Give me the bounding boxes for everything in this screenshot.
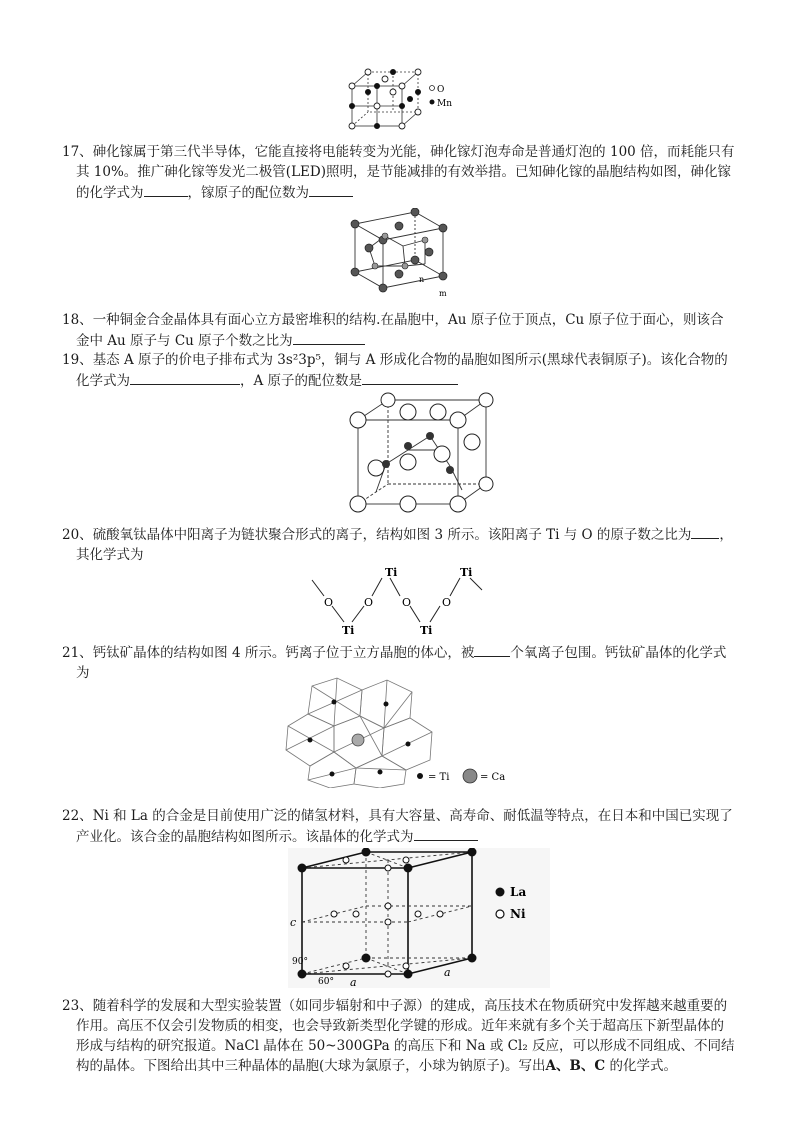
question-text: 其化学式为 — [76, 547, 144, 563]
question-text: 砷化镓属于第三代半导体，它能直接将电能转变为光能，砷化镓灯泡寿命是普通灯泡的 100 倍，而耗能只有 — [92, 144, 735, 160]
question-text: 金中 Au 原子与 Cu 原子个数之比为 — [76, 333, 293, 349]
question-text: 的化学式。 — [609, 1058, 677, 1074]
o-atom: O — [442, 596, 452, 609]
question-text: 硫酸氧钛晶体中阳离子为链状聚合形式的离子，结构如图 3 所示。该阳离子 Ti 与 O 的原子数之比为 — [92, 527, 692, 543]
lani-cell-figure — [288, 848, 550, 988]
question-number: 18、 — [62, 312, 93, 328]
question-20 — [62, 524, 752, 565]
legend-ti-icon — [417, 773, 423, 779]
answer-blank[interactable] — [474, 642, 510, 657]
o-atom: O — [402, 596, 412, 609]
label-n: n — [419, 275, 425, 284]
question-text: 个氧离子包围。钙钛矿晶体的化学式 — [510, 645, 727, 661]
axis-label-a: a — [350, 976, 357, 988]
question-17 — [62, 142, 752, 203]
question-number: 17、 — [62, 144, 93, 160]
question-text: 其 10%。推广砷化镓等发光二极管(LED)照明，是节能减排的有效举措。已知砷化镓的晶胞结构如图，砷化镓 — [76, 164, 731, 180]
question-text: 一种铜金合金晶体具有面心立方最密堆积的结构.在晶胞中，Au 原子位于顶点，Cu 原子位于面心，则该合 — [92, 312, 724, 328]
ti-o-chain-figure — [300, 560, 500, 636]
question-text: ， — [719, 527, 733, 543]
question-text: 为 — [76, 665, 90, 681]
question-number: 23、 — [62, 998, 93, 1014]
question-22 — [62, 806, 752, 847]
legend-mn-icon — [430, 100, 435, 105]
question-text: 基态 A 原子的价电子排布式为 3s²3p⁵，铜与 A 形成化合物的晶胞如图所示(黑球代表铜原子)。该化合物的 — [92, 352, 728, 368]
mn-oxide-cell-figure — [340, 66, 470, 132]
ti-atom: Ti — [385, 566, 398, 579]
ti-atom: Ti — [460, 566, 473, 579]
o-atom: O — [324, 596, 334, 609]
question-text: ，镓原子的配位数为 — [187, 185, 309, 201]
gaas-cell-figure — [345, 208, 455, 300]
question-number: 22、 — [62, 808, 93, 824]
question-text: Ni 和 La 的合金是目前使用广泛的储氢材料，具有大容量、高寿命、耐低温等特点，在日本和中国已实现了 — [92, 808, 733, 824]
question-text: 随着科学的发展和大型实验装置（如同步辐射和中子源）的建成，高压技术在物质研究中发挥越来越重要的 — [92, 998, 728, 1014]
question-23 — [62, 996, 752, 1076]
question-text: 形成与结构的研究报道。NaCl 晶体在 50~300GPa 的高压下和 Na 或 Cl₂ 反应，可以形成不同组成、不同结 — [76, 1038, 735, 1054]
answer-blank[interactable] — [309, 182, 353, 197]
question-19 — [62, 350, 752, 391]
answer-blank[interactable] — [293, 330, 365, 345]
angle-60-label: 60° — [318, 977, 334, 987]
label-m: m — [439, 289, 447, 298]
question-text: ，A 原子的配位数是 — [240, 373, 363, 389]
question-text: 产业化。该合金的晶胞结构如图所示。该晶体的化学式为 — [76, 829, 414, 845]
legend-ca-icon — [463, 769, 477, 783]
angle-90-label: 90° — [292, 957, 308, 967]
question-text: A、B、C — [545, 1058, 606, 1074]
answer-blank[interactable] — [144, 182, 188, 197]
question-18 — [62, 310, 752, 351]
legend-ni-icon — [496, 910, 504, 918]
axis-label-a: a — [444, 966, 451, 979]
o-atom: O — [364, 596, 374, 609]
legend-o-icon — [430, 86, 435, 91]
question-text: 构的晶体。下图给出其中三种晶体的晶胞(大球为氯原子，小球为钠原子)。写出 — [76, 1058, 546, 1074]
question-number: 19、 — [62, 352, 93, 368]
answer-blank[interactable] — [362, 370, 458, 385]
answer-blank[interactable] — [691, 524, 719, 539]
cu-a-cell-figure — [346, 392, 496, 514]
answer-blank[interactable] — [130, 370, 240, 385]
ti-atom: Ti — [420, 624, 433, 636]
legend-la-label: La — [510, 885, 527, 899]
answer-blank[interactable] — [414, 826, 478, 841]
legend-la-icon — [496, 888, 505, 897]
question-text: 作用。高压不仅会引发物质的相变，也会导致新类型化学键的形成。近年来就有多个关于超高压下新型晶体的 — [76, 1018, 724, 1034]
axis-label-c: c — [290, 916, 297, 929]
legend-ti-label: = Ti — [428, 772, 450, 783]
legend-ca-label: = Ca — [480, 772, 506, 783]
question-number: 21、 — [62, 645, 93, 661]
ti-atom: Ti — [342, 624, 355, 636]
question-number: 20、 — [62, 527, 93, 543]
question-text: 的化学式为 — [76, 185, 144, 201]
legend-ni-label: Ni — [510, 907, 526, 921]
legend-mn-label: Mn — [437, 99, 453, 109]
question-text: 钙钛矿晶体的结构如图 4 所示。钙离子位于立方晶胞的体心，被 — [92, 645, 475, 661]
perovskite-figure — [282, 676, 528, 788]
legend-o-label: O — [437, 85, 445, 95]
question-text: 化学式为 — [76, 373, 130, 389]
